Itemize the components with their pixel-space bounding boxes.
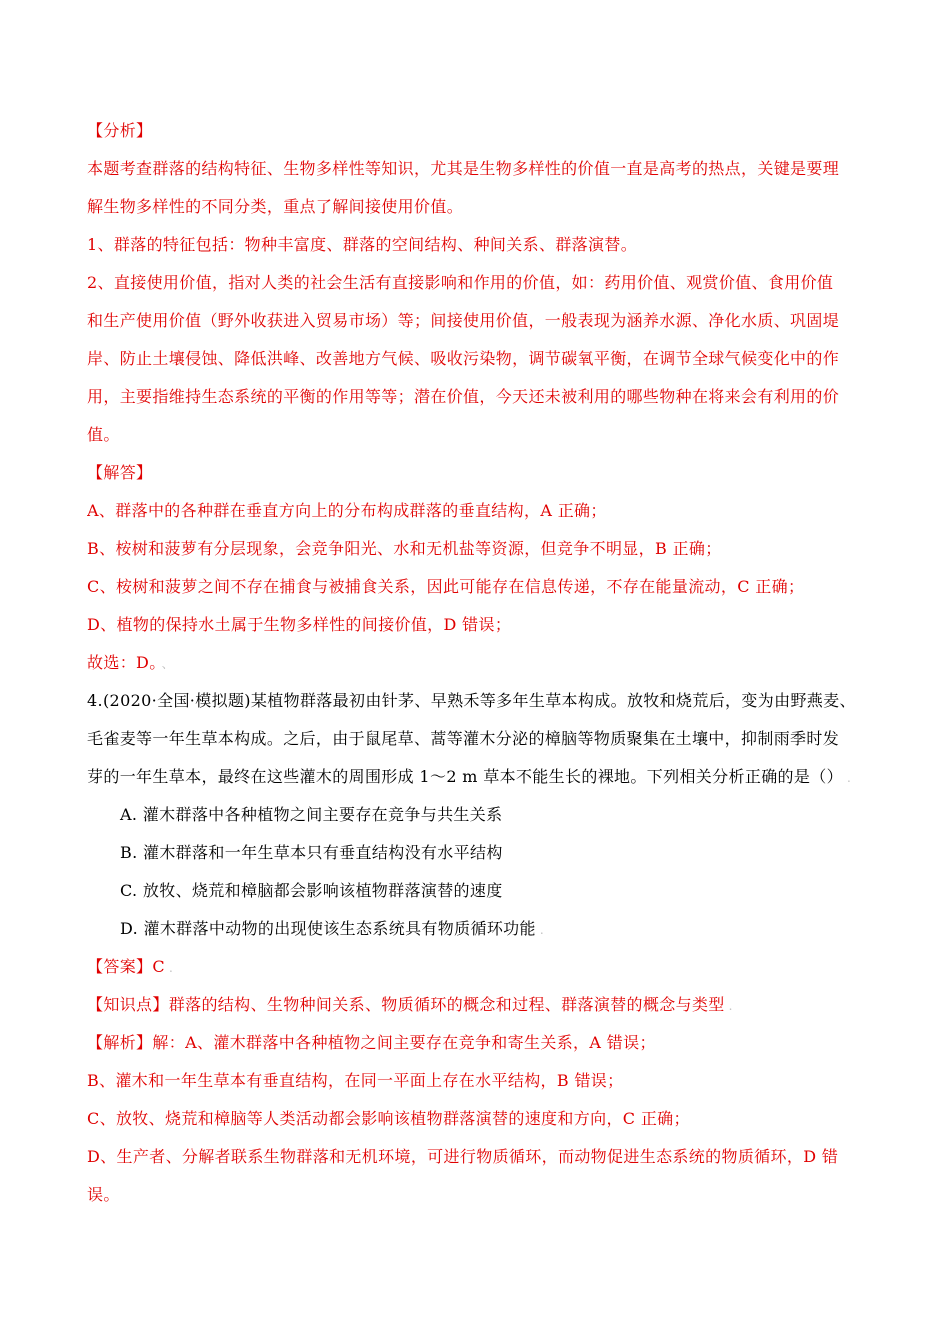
analysis-line: 解生物多样性的不同分类，重点了解间接使用价值。 <box>87 197 464 216</box>
explanation-line: 【解析】解：A、灌木群落中各种植物之间主要存在竞争和寄生关系，A 错误； <box>87 1033 656 1052</box>
explanation-line: D、生产者、分解者联系生物群落和无机环境，可进行物质循环，而动物促进生态系统的物质循环，D 错 <box>87 1147 839 1166</box>
knowledge-text: 【知识点】群落的结构、生物种间关系、物质循环的概念和过程、群落演替的概念与类型 <box>87 995 725 1014</box>
solution-heading: 【解答】 <box>87 463 153 482</box>
answer-text: 【答案】C <box>87 957 165 976</box>
conclusion-text: 故选：D。 <box>87 653 158 672</box>
solution-conclusion <box>87 644 862 682</box>
question-stem-mark: . <box>846 771 852 785</box>
question-option-b: B. 灌木群落和一年生草本只有垂直结构没有水平结构 <box>120 843 503 862</box>
solution-line: C、桉树和菠萝之间不存在捕食与被捕食关系，因此可能存在信息传递，不存在能量流动，C 正确； <box>87 577 805 596</box>
question-option-c: C. 放牧、烧荒和樟脑都会影响该植物群落演替的速度 <box>120 881 503 900</box>
question-stem-line <box>87 758 862 796</box>
conclusion-mark: 、 <box>161 657 174 671</box>
option-d-text: D. 灌木群落中动物的出现使该生态系统具有物质循环功能 <box>120 919 536 938</box>
solution-line: D、植物的保持水土属于生物多样性的间接价值，D 错误； <box>87 615 512 634</box>
analysis-heading: 【分析】 <box>87 121 153 140</box>
explanation-line: 误。 <box>87 1185 120 1204</box>
analysis-line: 用，主要指维持生态系统的平衡的作用等等；潜在价值，今天还未被利用的哪些物种在将来会有利用的价 <box>87 387 840 406</box>
analysis-line: 2、直接使用价值，指对人类的社会生活有直接影响和作用的价值，如：药用价值、观赏价值、食用价值 <box>87 273 834 292</box>
question-option-d <box>87 910 862 948</box>
question-stem-line: 4.(2020·全国·模拟题)某植物群落最初由针茅、早熟禾等多年生草本构成。放牧和烧荒后，变为由野燕麦、 <box>87 691 856 710</box>
analysis-line: 本题考查群落的结构特征、生物多样性等知识，尤其是生物多样性的价值一直是高考的热点，关键是要理 <box>87 159 840 178</box>
explanation-line: B、灌木和一年生草本有垂直结构，在同一平面上存在水平结构，B 错误； <box>87 1071 624 1090</box>
content-area <box>87 112 862 1214</box>
analysis-line: 1、群落的特征包括：物种丰富度、群落的空间结构、种间关系、群落演替。 <box>87 235 638 254</box>
answer-line <box>87 948 862 986</box>
explanation-line: C、放牧、烧荒和樟脑等人类活动都会影响该植物群落演替的速度和方向，C 正确； <box>87 1109 690 1128</box>
analysis-line: 和生产使用价值（野外收获进入贸易市场）等；间接使用价值，一般表现为涵养水源、净化水质、巩固堤 <box>87 311 840 330</box>
analysis-line: 岸、防止土壤侵蚀、降低洪峰、改善地方气候、吸收污染物，调节碳氧平衡，在调节全球气候变化中的作 <box>87 349 840 368</box>
answer-mark: . <box>169 961 174 975</box>
question-option-a: A. 灌木群落中各种植物之间主要存在竞争与共生关系 <box>120 805 503 824</box>
knowledge-mark: . <box>728 999 733 1013</box>
analysis-line: 值。 <box>87 425 120 444</box>
solution-line: B、桉树和菠萝有分层现象，会竞争阳光、水和无机盐等资源，但竞争不明显，B 正确； <box>87 539 722 558</box>
question-stem-text: 芽的一年生草本，最终在这些灌木的周围形成 1～2 m 草本不能生长的裸地。下列相关分析正确的是（） <box>87 767 843 786</box>
question-stem-line: 毛雀麦等一年生草本构成。之后，由于鼠尾草、蒿等灌木分泌的樟脑等物质聚集在土壤中，抑制雨季时发 <box>87 729 840 748</box>
solution-line: A、群落中的各种群在垂直方向上的分布构成群落的垂直结构，A 正确； <box>87 501 607 520</box>
knowledge-line <box>87 986 862 1024</box>
option-d-mark: . <box>539 923 545 937</box>
